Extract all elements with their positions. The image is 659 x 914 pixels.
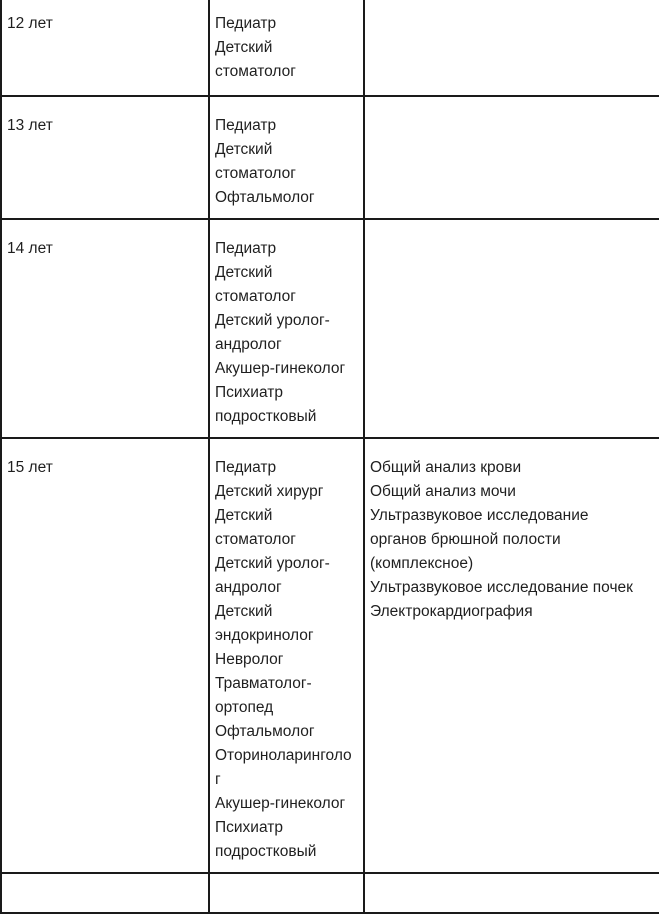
specialists-cell <box>209 438 364 873</box>
age-cell <box>1 0 209 96</box>
tests-cell <box>364 438 659 873</box>
table-row <box>1 219 659 438</box>
tests-cell <box>364 0 659 96</box>
table-row <box>1 438 659 873</box>
age-cell <box>1 438 209 873</box>
specialist-item: ортопед <box>215 699 274 716</box>
tests-cell <box>364 873 659 913</box>
specialist-item: подростковый <box>215 408 317 425</box>
specialist-item: Детский <box>215 39 273 56</box>
table-row <box>1 96 659 219</box>
specialist-item: Педиатр <box>215 117 277 134</box>
specialist-item: стоматолог <box>215 531 296 548</box>
specialist-item: Детский <box>215 603 273 620</box>
age-cell <box>1 96 209 219</box>
specialist-item: эндокринолог <box>215 627 314 644</box>
specialist-item: Детский уролог- <box>215 312 330 329</box>
tests-cell <box>364 96 659 219</box>
specialist-item: андролог <box>215 579 282 596</box>
age-label: 13 лет <box>7 117 53 134</box>
test-item: (комплексное) <box>370 555 474 572</box>
specialists-cell <box>209 219 364 438</box>
specialist-item: стоматолог <box>215 63 296 80</box>
specialist-item: Акушер-гинеколог <box>215 360 346 377</box>
tests-cell <box>364 219 659 438</box>
specialist-item: андролог <box>215 336 282 353</box>
specialist-item: Офтальмолог <box>215 723 315 740</box>
table-row <box>1 873 659 913</box>
specialist-item: Детский уролог- <box>215 555 330 572</box>
test-item: Общий анализ крови <box>370 459 522 476</box>
specialist-item: Травматолог- <box>215 675 312 692</box>
specialist-item: стоматолог <box>215 165 296 182</box>
age-label: 12 лет <box>7 15 53 32</box>
specialist-item: г <box>215 771 221 788</box>
age-label: 14 лет <box>7 240 53 257</box>
specialists-cell <box>209 873 364 913</box>
test-item: Ультразвуковое исследование почек <box>370 579 633 596</box>
specialist-item: Офтальмолог <box>215 189 315 206</box>
table-body <box>1 0 659 913</box>
test-item: Общий анализ мочи <box>370 483 516 500</box>
age-label: 15 лет <box>7 459 53 476</box>
specialist-item: Оториноларинголо <box>215 747 352 764</box>
test-item: органов брюшной полости <box>370 531 561 548</box>
specialist-item: Невролог <box>215 651 284 668</box>
age-cell <box>1 873 209 913</box>
specialist-item: Педиатр <box>215 15 277 32</box>
specialist-item: Акушер-гинеколог <box>215 795 346 812</box>
specialist-item: Психиатр <box>215 384 283 401</box>
age-cell <box>1 219 209 438</box>
table-row <box>1 0 659 96</box>
specialist-item: Психиатр <box>215 819 283 836</box>
specialists-cell <box>209 0 364 96</box>
specialist-item: Педиатр <box>215 240 277 257</box>
specialist-item: стоматолог <box>215 288 296 305</box>
specialist-item: подростковый <box>215 843 317 860</box>
test-item: Ультразвуковое исследование <box>370 507 589 524</box>
specialist-item: Детский <box>215 141 273 158</box>
specialist-item: Детский <box>215 507 273 524</box>
test-item: Электрокардиография <box>370 603 533 620</box>
specialist-item: Детский хирург <box>215 483 324 500</box>
specialists-cell <box>209 96 364 219</box>
specialist-item: Педиатр <box>215 459 277 476</box>
specialist-item: Детский <box>215 264 273 281</box>
